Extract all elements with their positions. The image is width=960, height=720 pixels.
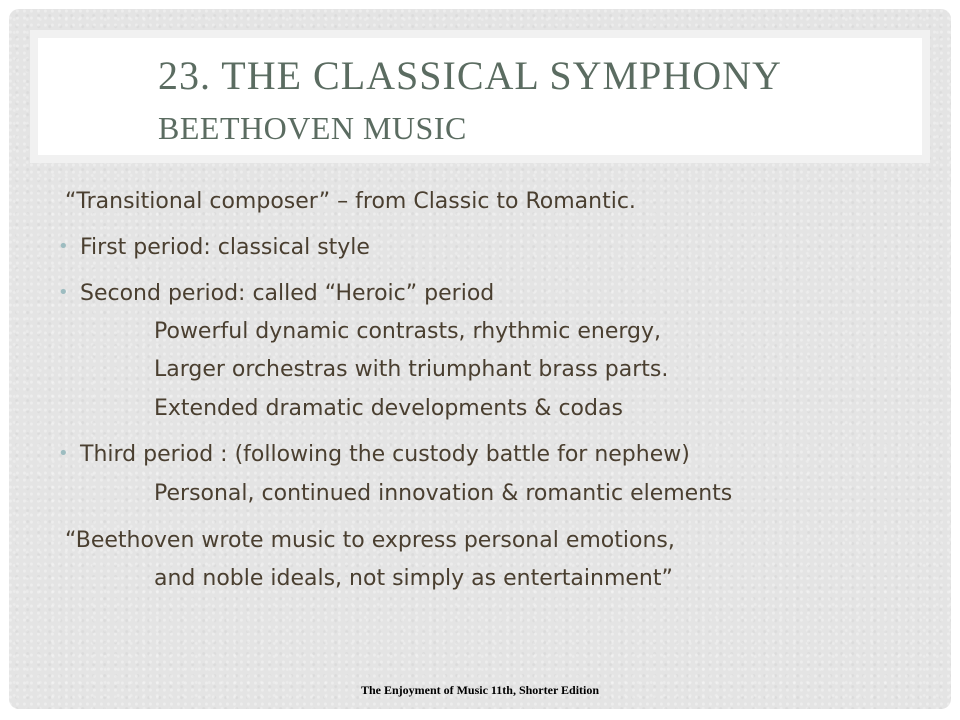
slide-content (9, 9, 951, 709)
bullet-icon: • (58, 443, 69, 464)
third-detail-1: Personal, continued innovation & romantic elements (154, 481, 733, 506)
first-period-text: First period: classical style (80, 235, 370, 260)
intro-text: “Transitional composer” – from Classic to Romantic. (65, 189, 636, 214)
third-period-text: Third period : (following the custody battle for nephew) (80, 442, 690, 467)
bullet-icon: • (58, 236, 69, 257)
second-detail-2: Larger orchestras with triumphant brass parts. (154, 357, 669, 382)
second-detail-1: Powerful dynamic contrasts, rhythmic energy, (154, 319, 662, 344)
bullet-icon: • (58, 282, 69, 303)
slide (9, 9, 951, 709)
slide-title: 23. THE CLASSICAL SYMPHONY (158, 53, 782, 98)
quote-line-1: “Beethoven wrote music to express personal emotions, (65, 528, 675, 553)
second-detail-3: Extended dramatic developments & codas (154, 396, 623, 421)
footer-text: The Enjoyment of Music 11th, Shorter Edition (360, 683, 600, 697)
slide-subtitle: BEETHOVEN MUSIC (158, 110, 467, 146)
quote-line-2: and noble ideals, not simply as entertainment” (154, 566, 673, 591)
second-period-text: Second period: called “Heroic” period (80, 281, 495, 306)
